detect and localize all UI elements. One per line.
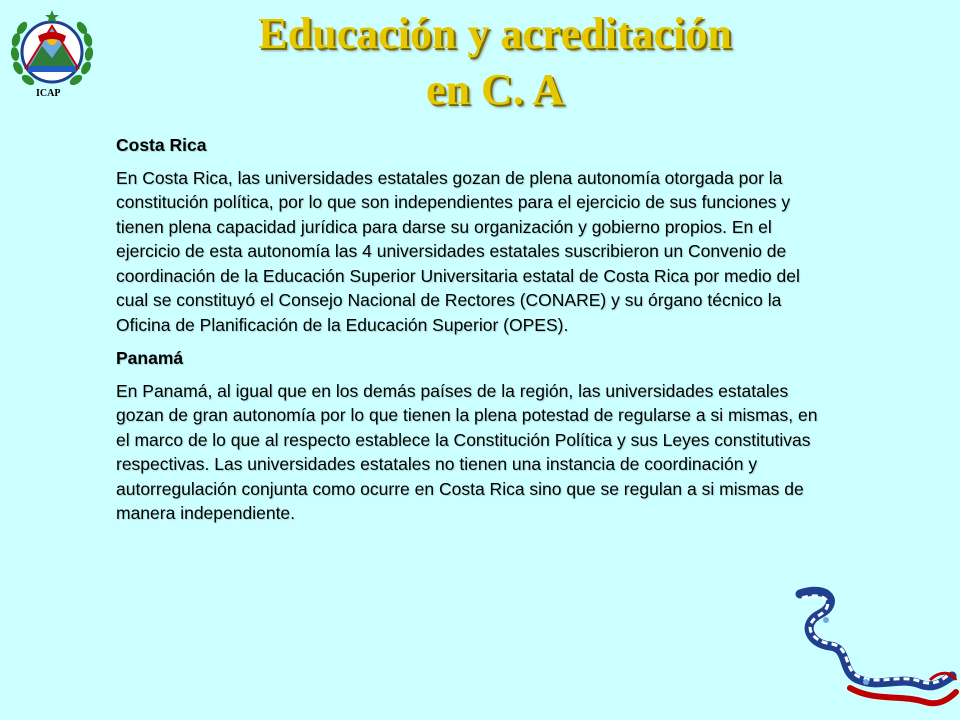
slide-title [150, 6, 840, 118]
slide-content [116, 133, 832, 535]
section-body-costa-rica: En Costa Rica, las universidades estatales gozan de plena autonomía otorgada por la constitución política, por lo que son independientes para el ejercicio de sus funciones y tienen plena capacidad jurídica para darse su organización y gobierno propios. En el ejercicio de esta autonomía las 4 universidades estatales suscribieron un Convenio de coordinación de la Educación Superior Universitaria estatal de Costa Rica por medio del cual se constituyó el Consejo Nacional de Rectores (CONARE) y su órgano técnico la Oficina de Planificación de la Educación Superior (OPES). [116, 167, 800, 335]
section-heading-panama: Panamá [116, 348, 184, 368]
title-line-2: en C. A [425, 65, 565, 114]
title-line-1: Educación y acreditación [258, 9, 732, 58]
section-heading-costa-rica: Costa Rica [116, 135, 207, 155]
section-body-panama: En Panamá, al igual que en los demás países de la región, las universidades estatales gozan de gran autonomía por lo que tienen la plena potestad de regularse a si mismas, en el marco de lo que al respecto establece la Constitución Política y sus Leyes constitutivas respectivas. Las universidades estatales no tienen una instancia de coordinación y autorregulación conjunta como ocurre en Costa Rica sino que se regulan a si mismas de manera independiente. [116, 380, 818, 523]
decorative-ribbon [780, 584, 960, 720]
logo-caption: ICAP [36, 88, 61, 99]
ribbon-blue-icon [800, 591, 952, 686]
ribbon-red-icon [850, 688, 956, 703]
